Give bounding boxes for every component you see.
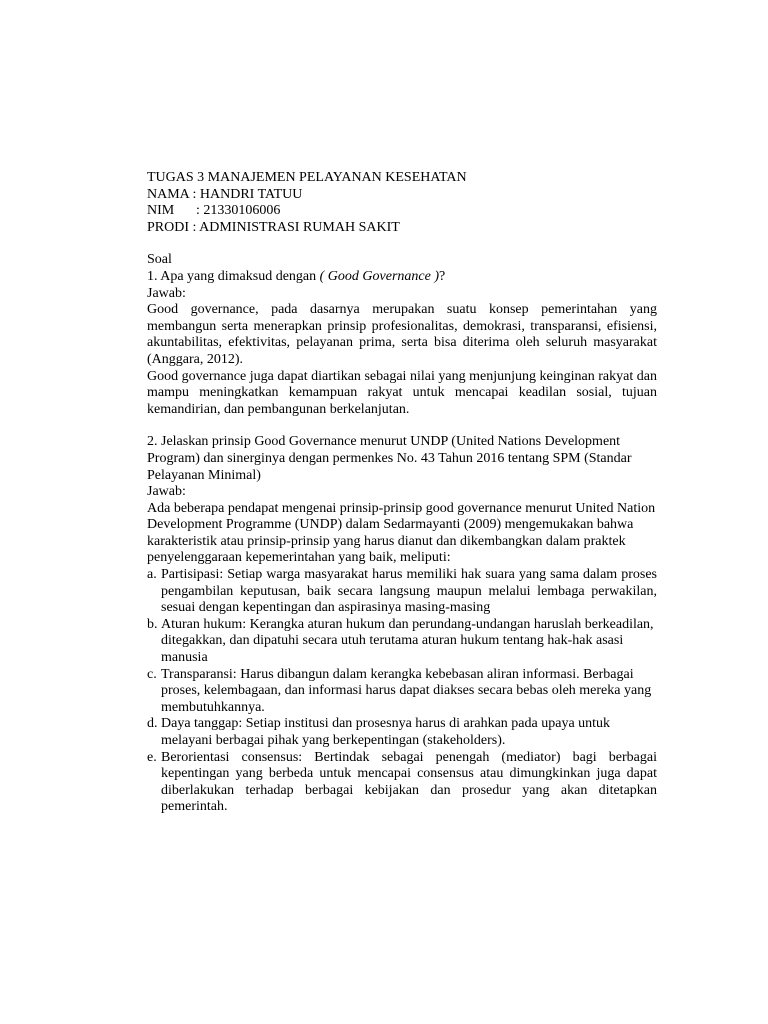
nim-line — [147, 203, 657, 220]
list-item-marker: a. — [147, 567, 157, 583]
list-item — [147, 667, 657, 717]
document-page — [147, 170, 657, 816]
list-item-text: Aturan hukum: Kerangka aturan hukum dan perundang-undangan haruslah berkeadilan, ditegakkan, dan dipatuhi secara utuh terutama aturan hukum tentang hak-hak asasi manusia — [161, 616, 654, 666]
identity-block — [147, 187, 657, 237]
list-item-text: Daya tanggap: Setiap institusi dan prosesnya harus di arahkan pada upaya untuk melayani berbagai pihak yang berkepentingan (stakeholders). — [161, 716, 611, 748]
answer-1-label: Jawab: — [147, 285, 186, 301]
answer-2-intro: Ada beberapa pendapat mengenai prinsip-prinsip good governance menurut United Nation Development Programme (UNDP) dalam Sedarmayanti (2009) mengemukakan bahwa karakteristik atau prinsip-prinsip yang harus dianut dan dikembangkan dalam praktek penyelenggaraan kepemerintahan yang baik, meliputi: — [147, 500, 656, 566]
list-item — [147, 567, 657, 617]
list-item-marker: d. — [147, 716, 158, 732]
question-1-prefix: 1. Apa yang dimaksud dengan — [147, 268, 320, 284]
question-1 — [147, 269, 657, 286]
list-item — [147, 750, 657, 816]
list-item — [147, 716, 657, 749]
list-item-marker: c. — [147, 666, 157, 682]
prodi-line: PRODI : ADMINISTRASI RUMAH SAKIT — [147, 219, 400, 235]
nim-label: NIM — [147, 203, 175, 219]
list-item-text: Transparansi: Harus dibangun dalam kerangka kebebasan aliran informasi. Berbagai proses, kelembagaan, dan informasi harus dapat diakses secara bebas oleh mereka yang membutuhkannya. — [161, 666, 652, 715]
principles-list — [147, 567, 657, 816]
nama-line: NAMA : HANDRI TATUU — [147, 186, 303, 202]
soal-label: Soal — [147, 252, 172, 268]
list-item-text: Berorientasi consensus: Bertindak sebagai penengah (mediator) bagi berbagai kepentingan yang berbeda untuk mencapai consensus atau dimungkinkan juga dapat diberlakukan terhadap berbagai kebijakan dan prosedur yang akan ditetapkan pemerintah. — [161, 749, 657, 815]
list-item — [147, 617, 657, 667]
spacer — [147, 236, 657, 252]
document-title: TUGAS 3 MANAJEMEN PELAYANAN KESEHATAN — [147, 170, 467, 185]
answer-1-paragraph-1: Good governance, pada dasarnya merupakan suatu konsep pemerintahan yang membangun serta menerapkan prinsip profesionalitas, demokrasi, transparansi, efisiensi, akuntabilitas, efektivitas, pelayanan prima, serta bisa diterima oleh seluruh masyarakat (Anggara, 2012). — [147, 302, 657, 367]
answer-2-label: Jawab: — [147, 484, 186, 500]
answer-1-paragraph-2: Good governance juga dapat diartikan sebagai nilai yang menjunjung keinginan rakyat dan mampu meningkatkan kemampuan rakyat untuk mencapai keadilan sosial, tujuan kemandirian, dan pembangunan berkelanjutan. — [147, 368, 657, 417]
question-1-term: ( Good Governance ) — [319, 268, 439, 284]
question-2: 2. Jelaskan prinsip Good Governance menurut UNDP (United Nations Development Program) dan sinerginya dengan permenkes No. 43 Tahun 2016 tentang SPM (Standar Pelayanan Minimal) — [147, 434, 632, 483]
question-1-suffix: ? — [439, 268, 446, 284]
nim-value: : 21330106006 — [196, 203, 281, 219]
list-item-marker: e. — [147, 749, 157, 765]
list-item-text: Partisipasi: Setiap warga masyarakat harus memiliki hak suara yang sama dalam proses pengambilan keputusan, baik secara langsung maupun melalui lembaga perwakilan, sesuai dengan kepentingan dan aspirasinya masing-masing — [161, 567, 657, 616]
spacer — [147, 418, 657, 434]
list-item-marker: b. — [147, 616, 158, 632]
